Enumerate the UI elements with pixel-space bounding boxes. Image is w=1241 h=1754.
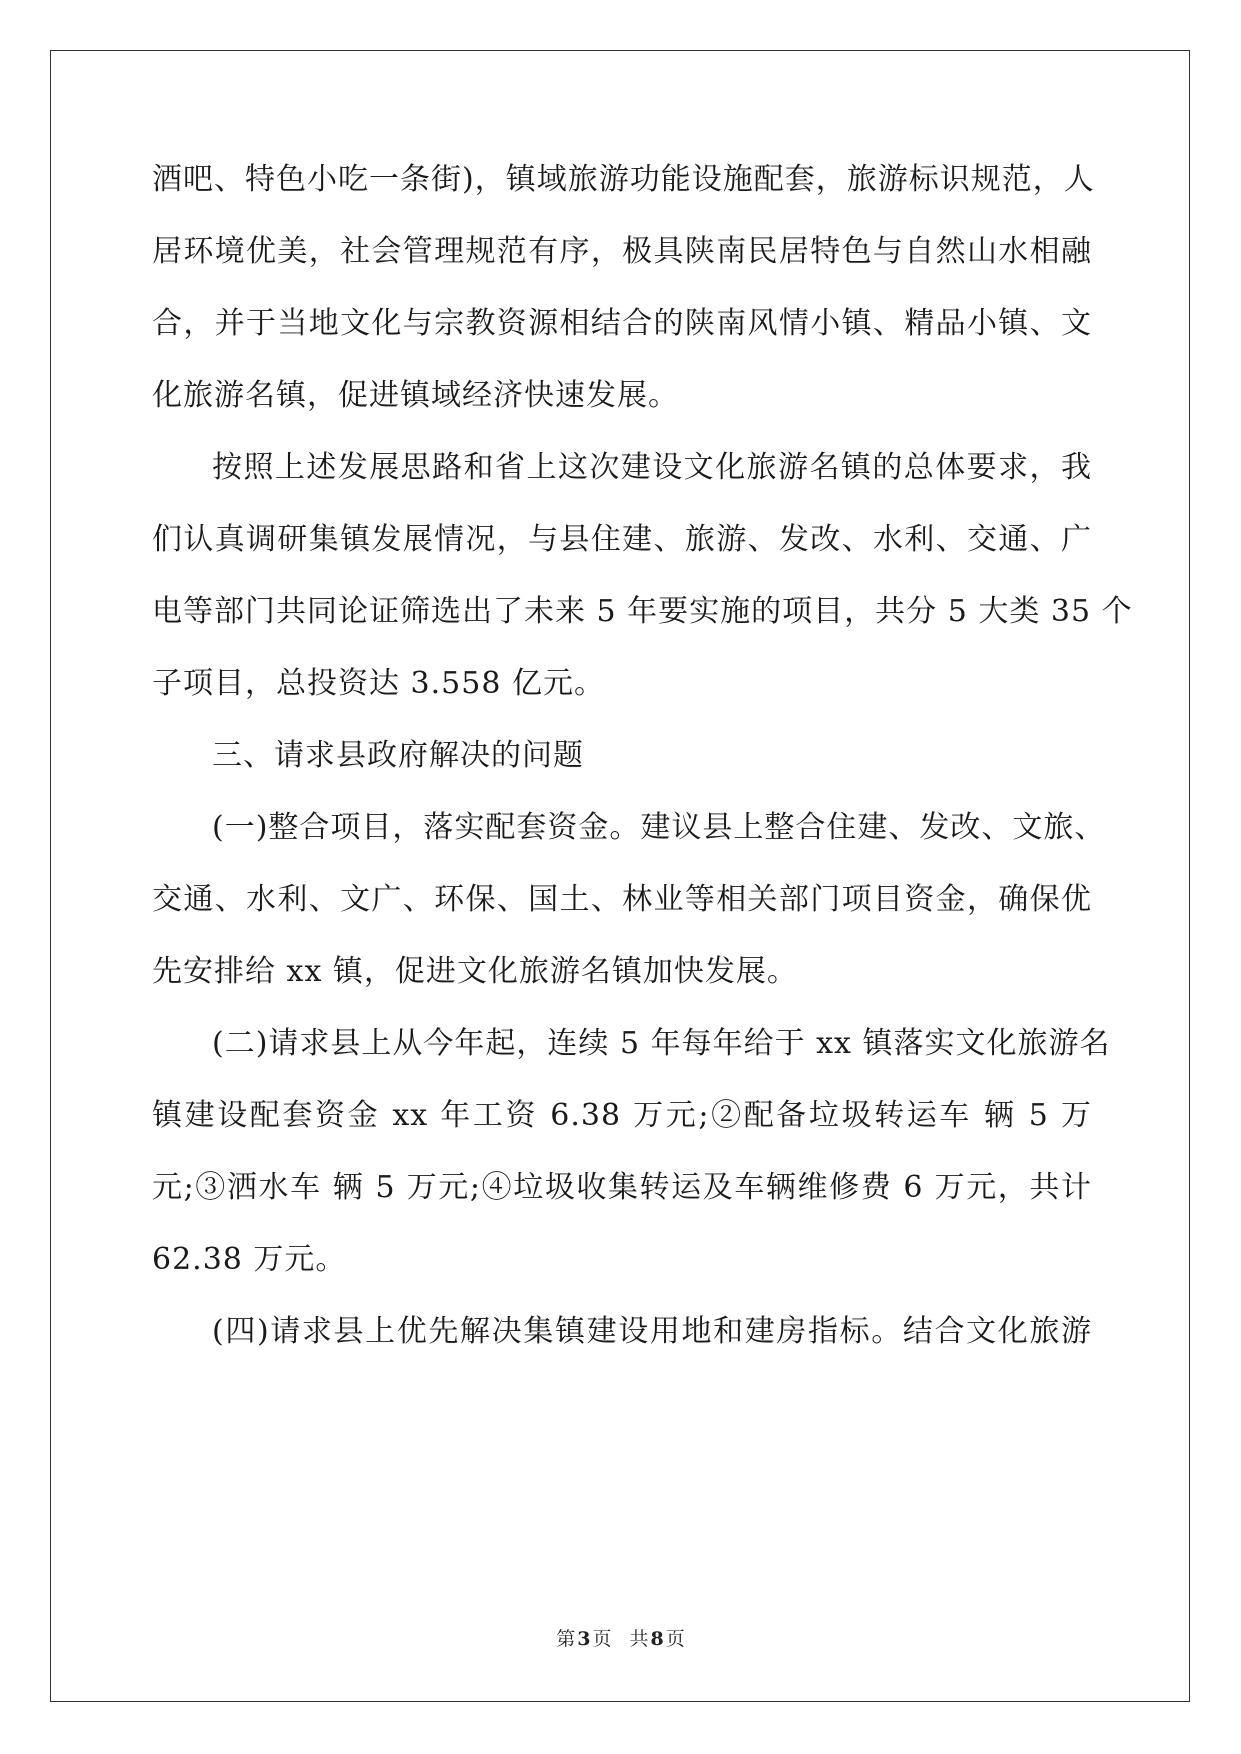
body-line: 先安排给 xx 镇，促进文化旅游名镇加快发展。 bbox=[152, 954, 798, 989]
body-line: 电等部门共同论证筛选出了未来 5 年要实施的项目，共分 5 大类 35 个 bbox=[152, 594, 1133, 629]
body-line: 们认真调研集镇发展情况，与县住建、旅游、发改、水利、交通、广 bbox=[152, 522, 1092, 557]
body-line: (四)请求县上优先解决集镇建设用地和建房指标。结合文化旅游 bbox=[212, 1314, 1092, 1349]
page-footer bbox=[0, 1624, 1241, 1651]
body-line: 按照上述发展思路和省上这次建设文化旅游名镇的总体要求，我 bbox=[212, 450, 1092, 485]
document-body bbox=[152, 160, 1133, 1384]
footer-total-prefix: 共 bbox=[629, 1628, 649, 1650]
footer-prefix: 第 bbox=[556, 1628, 576, 1650]
body-line: 子项目，总投资达 3.558 亿元。 bbox=[152, 666, 605, 701]
current-page-number: 3 bbox=[577, 1628, 591, 1650]
body-line: 交通、水利、文广、环保、国土、林业等相关部门项目资金，确保优 bbox=[152, 882, 1092, 917]
total-pages-number: 8 bbox=[650, 1628, 664, 1650]
body-line: (二)请求县上从今年起，连续 5 年每年给于 xx 镇落实文化旅游名 bbox=[212, 1026, 1111, 1061]
body-line: 元;③洒水车 辆 5 万元;④垃圾收集转运及车辆维修费 6 万元，共计 bbox=[152, 1170, 1092, 1205]
body-line: 化旅游名镇，促进镇域经济快速发展。 bbox=[152, 378, 679, 413]
body-line: (一)整合项目，落实配套资金。建议县上整合住建、发改、文旅、 bbox=[212, 810, 1106, 845]
body-line: 62.38 万元。 bbox=[152, 1242, 347, 1277]
section-heading: 三、请求县政府解决的问题 bbox=[212, 738, 584, 773]
footer-total-suffix: 页 bbox=[665, 1628, 685, 1650]
body-line: 居环境优美，社会管理规范有序，极具陕南民居特色与自然山水相融 bbox=[152, 234, 1092, 269]
footer-page-suffix: 页 bbox=[592, 1628, 612, 1650]
body-line: 镇建设配套资金 xx 年工资 6.38 万元;②配备垃圾转运车 辆 5 万 bbox=[152, 1098, 1092, 1133]
body-line: 酒吧、特色小吃一条街)，镇域旅游功能设施配套，旅游标识规范，人 bbox=[152, 162, 1095, 197]
body-line: 合，并于当地文化与宗教资源相结合的陕南风情小镇、精品小镇、文 bbox=[152, 306, 1092, 341]
